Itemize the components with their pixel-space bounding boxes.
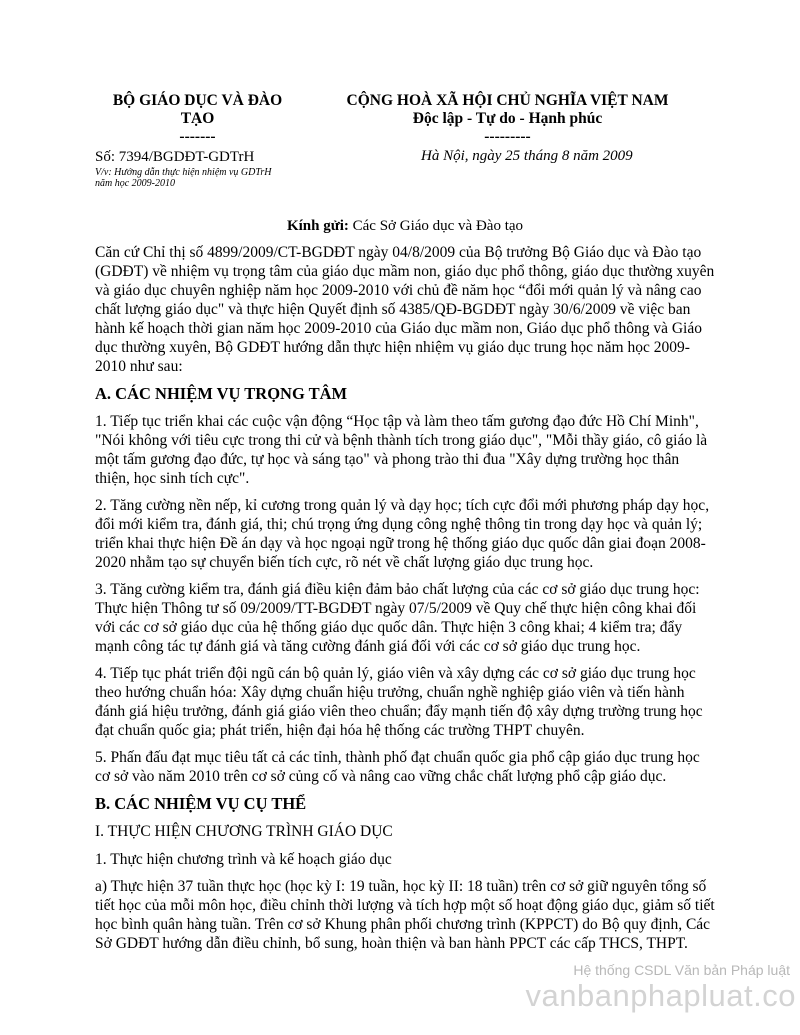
section-a-item-4: 4. Tiếp tục phát triển đội ngũ cán bộ quản lý, giáo viên và xây dựng các cơ sở giáo dục trung học theo hướng chuẩn hóa: Xây dựng chuẩn hiệu trưởng, chuẩn nghề nghiệp giáo viên và tiến hành đánh giá hiệu trưởng, đánh giá giáo viên theo chuẩn; đẩy mạnh tiến độ xây dựng trường trung học đạt chuẩn quốc gia; phát triển, hiện đại hóa hệ thống các trường THPT chuyên. xyxy=(95,665,703,739)
document-page xyxy=(95,92,715,961)
section-a-item-3: 3. Tăng cường kiểm tra, đánh giá điều kiện đảm bảo chất lượng của các cơ sở giáo dục trung học: Thực hiện Thông tư số 09/2009/TT-BGDĐT ngày 07/5/2009 về Quy chế thực hiện công khai đối với các cơ sở giáo dục của hệ thống giáo dục quốc dân. Thực hiện 3 công khai; 4 kiểm tra; đẩy mạnh công tác tự đánh giá và tăng cường đánh giá đối với các cơ sở giáo dục trung học. xyxy=(95,581,700,655)
nation-name: CỘNG HOÀ XÃ HỘI CHỦ NGHĨA VIỆT NAM xyxy=(346,92,669,109)
recipient-label: Kính gửi: xyxy=(286,218,349,234)
national-motto: Độc lập - Tự do - Hạnh phúc xyxy=(412,110,603,127)
part-1-title: I. THỰC HIỆN CHƯƠNG TRÌNH GIÁO DỤC xyxy=(95,823,393,840)
subsection-1-title: 1. Thực hiện chương trình và kế hoạch giáo dục xyxy=(95,851,392,868)
document-subject xyxy=(95,167,305,189)
section-a-item-5: 5. Phấn đấu đạt mục tiêu tất cả các tỉnh, thành phố đạt chuẩn quốc gia phổ cập giáo dục trung học cơ sở vào năm 2010 trên cơ sở củng cố và nâng cao vững chắc chất lượng phổ cập giáo dục. xyxy=(95,749,700,785)
document-number: Số: 7394/BGDĐT-GDTrH xyxy=(95,149,255,165)
motto-divider: --------- xyxy=(484,128,531,145)
agency-divider: ------- xyxy=(179,128,216,145)
agency-name-line2: TẠO xyxy=(180,110,215,127)
issuing-agency xyxy=(95,92,300,146)
watermark-caption: Hệ thống CSDL Văn bản Pháp luật xyxy=(573,962,790,978)
section-b-title: B. CÁC NHIỆM VỤ CỤ THỂ xyxy=(95,794,307,813)
recipient-line xyxy=(95,218,715,235)
subject-line1: V/v: Hướng dẫn thực hiện nhiệm vụ GDTrH xyxy=(95,167,272,178)
place-and-date: Hà Nội, ngày 25 tháng 8 năm 2009 xyxy=(421,148,633,164)
section-a-item-1: 1. Tiếp tục triển khai các cuộc vận động “Học tập và làm theo tấm gương đạo đức Hồ Chí Minh", "Nói không với tiêu cực trong thi cử và bệnh thành tích trong giáo dục", "Mỗi thầy giáo, cô giáo là một tấm gương đạo đức, tự học và sáng tạo" và phong trào thi đua "Xây dựng trường học thân thiện, học sinh tích cực". xyxy=(95,413,708,487)
paragraph-a: a) Thực hiện 37 tuần thực học (học kỳ I: 19 tuần, học kỳ II: 18 tuần) trên cơ sở giữ nguyên tổng số tiết học của mỗi môn học, điều chỉnh thời lượng và tích hợp một số hoạt động giáo dục, giảm số tiết học bình quân hàng tuần. Trên cơ sở Khung phân phối chương trình (KPPCT) do Bộ quy định, Các Sở GDĐT hướng dẫn điều chỉnh, bổ sung, hoàn thiện và ban hành PPCT các cấp THCS, THPT. xyxy=(95,878,715,952)
watermark-site: vanbanphapluat.co xyxy=(525,978,796,1013)
national-title xyxy=(300,92,715,146)
subject-line2: năm học 2009-2010 xyxy=(95,178,175,189)
document-header xyxy=(95,92,715,194)
section-a-title: A. CÁC NHIỆM VỤ TRỌNG TÂM xyxy=(95,384,348,403)
section-a-item-2: 2. Tăng cường nền nếp, kỉ cương trong quản lý và dạy học; tích cực đổi mới phương pháp dạy học, đổi mới kiểm tra, đánh giá, thi; chú trọng ứng dụng công nghệ thông tin trong dạy học và quản lý; triển khai thực hiện Đề án dạy và học ngoại ngữ trong hệ thống giáo dục quốc dân giai đoạn 2008-2020 nhằm tạo sự chuyển biến tích cực, rõ nét về chất lượng giáo dục trung học. xyxy=(95,497,710,571)
intro-paragraph: Căn cứ Chỉ thị số 4899/2009/CT-BGDĐT ngày 04/8/2009 của Bộ trưởng Bộ Giáo dục và Đào tạo (GDĐT) về nhiệm vụ trọng tâm của giáo dục mầm non, giáo dục phổ thông, giáo dục thường xuyên và giáo dục chuyên nghiệp năm học 2009-2010 với chủ đề năm học “đổi mới quản lý và nâng cao chất lượng giáo dục" và thực hiện Quyết định số 4385/QĐ-BGDĐT ngày 30/6/2009 về việc ban hành kế hoạch thời gian năm học 2009-2010 của Giáo dục mầm non, Giáo dục phổ thông và Giáo dục thường xuyên, Bộ GDĐT hướng dẫn thực hiện nhiệm vụ giáo dục trung học năm học 2009-2010 như sau: xyxy=(95,244,715,375)
recipient-value: Các Sở Giáo dục và Đào tạo xyxy=(352,218,524,234)
agency-name-line1: BỘ GIÁO DỤC VÀ ĐÀO xyxy=(112,92,283,109)
